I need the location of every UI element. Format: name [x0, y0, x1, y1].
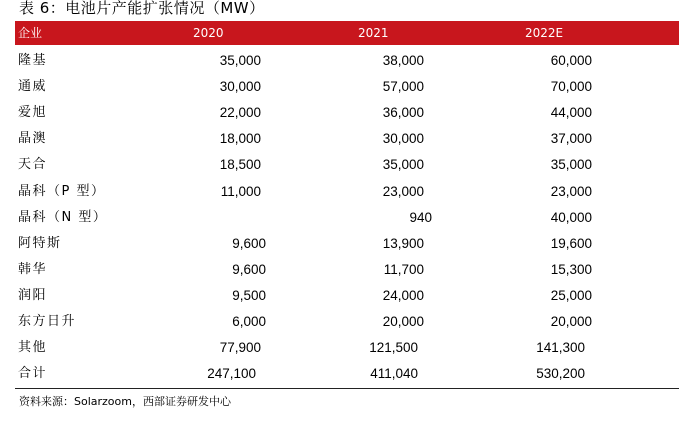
- table-header: [15, 21, 679, 45]
- value-2021: 35,000: [382, 157, 424, 173]
- value-2020: 6,000: [232, 314, 266, 329]
- company-name: 晶澳: [18, 131, 48, 147]
- table-row: [15, 74, 679, 100]
- value-2021: 940: [409, 209, 432, 225]
- value-2021: 11,700: [383, 261, 424, 277]
- value-2020: 77,900: [219, 340, 261, 356]
- value-2022: 19,600: [550, 235, 592, 251]
- table-row: [15, 309, 679, 335]
- value-2020: 247,100: [207, 366, 256, 382]
- company-name: 天合: [18, 157, 48, 173]
- company-name: 晶科（N 型）: [18, 209, 108, 225]
- table-row: [15, 205, 679, 231]
- value-2021: 24,000: [382, 287, 424, 303]
- value-2020: 18,500: [219, 157, 261, 173]
- value-2022: 15,300: [550, 261, 592, 277]
- header-2021: 2021: [358, 26, 389, 40]
- table-row: [15, 152, 679, 178]
- value-2022: 60,000: [550, 53, 592, 68]
- header-2022e: 2022E: [525, 26, 564, 40]
- value-2022: 530,200: [536, 366, 585, 382]
- table-row: [15, 283, 679, 309]
- value-2020: 35,000: [219, 53, 261, 68]
- company-name: 晶科（P 型）: [18, 183, 106, 199]
- company-name: 润阳: [18, 287, 48, 303]
- value-2022: 37,000: [550, 131, 592, 147]
- table-row: [15, 335, 679, 361]
- value-2020: 9,500: [232, 287, 266, 303]
- value-2020: 30,000: [219, 79, 261, 95]
- value-2020: 11,000: [220, 183, 261, 199]
- table-row: [15, 231, 679, 257]
- header-company: 企业: [18, 26, 43, 40]
- company-name: 韩华: [18, 261, 48, 277]
- value-2020: 9,600: [232, 235, 266, 251]
- company-name: 合计: [18, 366, 48, 382]
- company-name: 爱旭: [18, 105, 48, 121]
- value-2020: 9,600: [232, 261, 266, 277]
- table-row: [15, 179, 679, 205]
- table-row: [15, 100, 679, 126]
- value-2022: 141,300: [536, 340, 585, 356]
- table-row: [15, 126, 679, 152]
- header-2020: 2020: [193, 26, 224, 40]
- value-2020: 22,000: [219, 105, 261, 121]
- value-2022: 20,000: [550, 314, 592, 329]
- value-2021: 121,500: [369, 340, 418, 356]
- company-name: 东方日升: [18, 314, 77, 329]
- source-note: 资料来源：Solarzoom，西部证券研发中心: [19, 395, 231, 408]
- company-name: 其他: [18, 340, 48, 356]
- value-2021: 20,000: [382, 314, 424, 329]
- value-2021: 411,040: [370, 366, 418, 382]
- value-2021: 38,000: [382, 53, 424, 68]
- value-2022: 23,000: [550, 183, 592, 199]
- company-name: 阿特斯: [18, 235, 62, 251]
- value-2022: 44,000: [550, 105, 592, 121]
- table-bottom-rule: [15, 388, 679, 389]
- table-row: [15, 257, 679, 283]
- value-2021: 13,900: [382, 235, 424, 251]
- value-2020: 18,000: [219, 131, 261, 147]
- value-2021: 30,000: [382, 131, 424, 147]
- company-name: 通威: [18, 79, 48, 95]
- company-name: 隆基: [18, 53, 48, 68]
- value-2022: 25,000: [550, 287, 592, 303]
- value-2021: 57,000: [382, 79, 424, 95]
- value-2022: 70,000: [550, 79, 592, 95]
- value-2022: 35,000: [550, 157, 592, 173]
- value-2021: 23,000: [382, 183, 424, 199]
- value-2021: 36,000: [382, 105, 424, 121]
- table-title: 表 6：电池片产能扩张情况（MW）: [19, 0, 265, 17]
- table-row: [15, 361, 679, 387]
- table-row: [15, 48, 679, 74]
- value-2022: 40,000: [550, 209, 592, 225]
